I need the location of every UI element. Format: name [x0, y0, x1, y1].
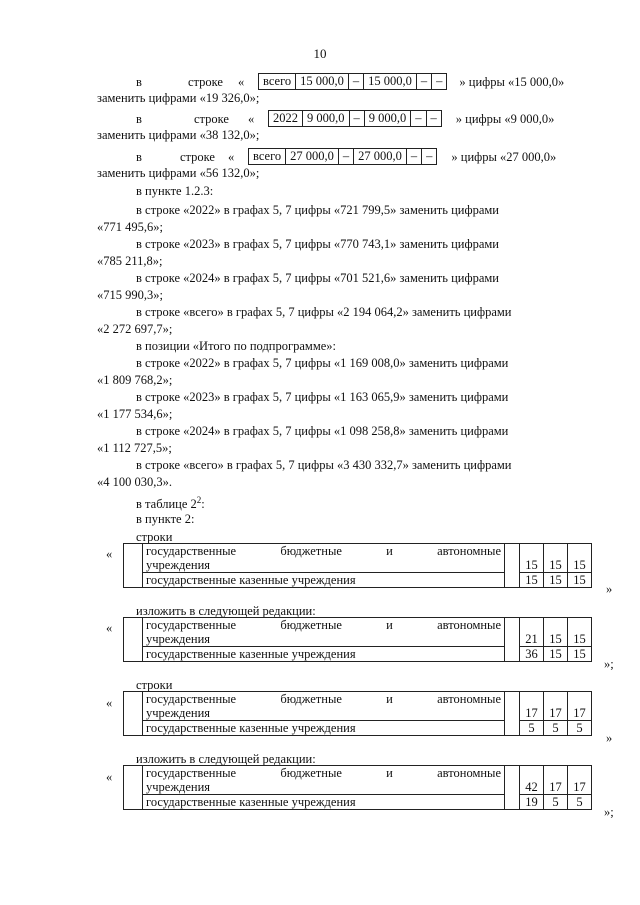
paragraph: в позиции «Итого по подпрограмме»:: [136, 339, 337, 353]
table-block-1: государственные бюджетные и автономные учреждения 15 15 15 государственные казенные учреждения 15 15 15: [123, 543, 592, 588]
table-block-2: государственные бюджетные и автономные учреждения 21 15 15 государственные казенные учреждения 36 15 15: [123, 617, 592, 662]
label-stroki: строки: [136, 530, 173, 544]
line2: в строке « 2022 9 000,0 – 9 000,0 – – » цифры «9 000,0»: [136, 111, 555, 126]
line1: в строке « всего 15 000,0 – 15 000,0 – – » цифры «15 000,0»: [136, 74, 565, 89]
inline-table: 2022 9 000,0 – 9 000,0 – –: [268, 110, 442, 127]
page-number: 10: [313, 46, 327, 61]
paragraph: в пункте 2:: [136, 512, 195, 526]
line3: в строке « всего 27 000,0 – 27 000,0 – – » цифры «27 000,0»: [136, 149, 557, 164]
table-block-3: государственные бюджетные и автономные учреждения 17 17 17 государственные казенные учреждения 5 5 5: [123, 691, 592, 736]
paragraph: в таблице $2^2$:: [136, 495, 205, 512]
paragraph: в пункте 1.2.3:: [136, 184, 214, 198]
inline-table: всего 15 000,0 – 15 000,0 – –: [258, 73, 447, 90]
table-block-4: государственные бюджетные и автономные учреждения 42 17 17 государственные казенные учреждения 19 5 5: [123, 765, 592, 810]
inline-table: всего 27 000,0 – 27 000,0 – –: [248, 148, 437, 165]
paragraph: в строке «2022» в графах 5, 7 цифры «721 799,5» заменить цифрами: [136, 203, 499, 217]
